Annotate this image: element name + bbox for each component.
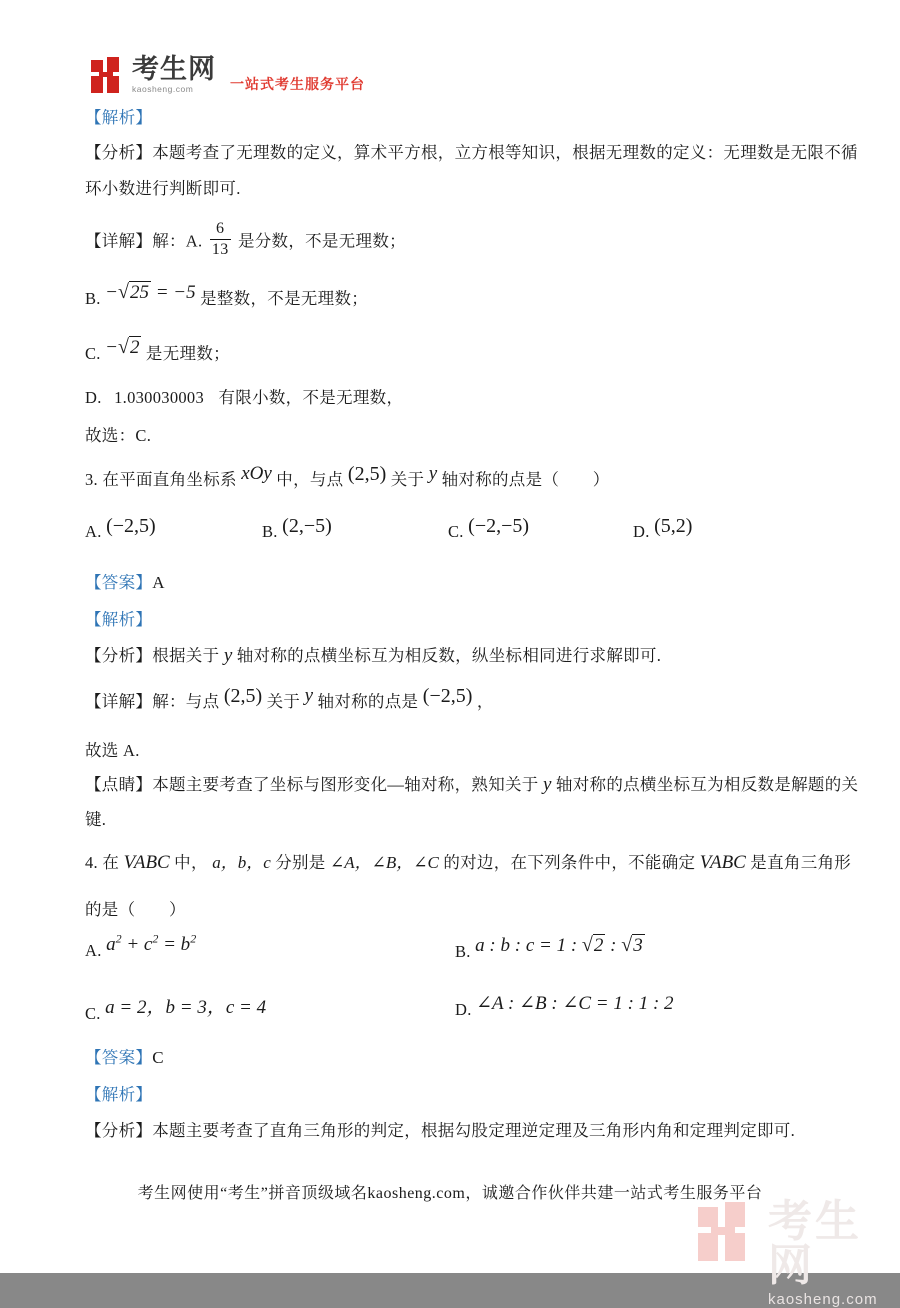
sol2-detail-prefix: 【详解】解：A. (85, 231, 203, 251)
q3-option-A (85, 515, 156, 543)
q4-option-D (455, 993, 674, 1021)
math-neg-sqrt25: −√25 = −5 (105, 281, 196, 303)
sqrt-sign: √ (118, 281, 129, 303)
sol2-b-text: 是整数，不是无理数； (200, 289, 369, 308)
point-2-5b: (2,5) (223, 685, 263, 707)
math-a2-b3-c4: a = 2，b = 3，c = 4 (105, 997, 267, 1018)
q3-stem-text4: 轴对称的点是（ ） (441, 470, 610, 489)
sol2-detail-suffix: 是分数，不是无理数； (237, 231, 406, 251)
q3-optD-label: D. (633, 522, 650, 541)
q3-jiexi-marker: 【解析】 (85, 610, 153, 629)
q4-answer-value: C (152, 1048, 164, 1067)
q3-fenxi-text2: 轴对称的点横坐标互为相反数，纵坐标相同进行求解即可. (236, 646, 662, 665)
math-ratio-sqrt: a : b : c = 1 : √2 : √3 (475, 934, 643, 956)
q4-option-A (85, 931, 197, 960)
math-angle-ratio: ∠A : ∠B : ∠C = 1 : 1 : 2 (476, 993, 674, 1014)
q4-answer-line (85, 1044, 164, 1068)
optB-label: B. (85, 289, 101, 308)
q3-detail-text1: 【详解】解：与点 (85, 692, 220, 711)
q3-dianjing-line1 (85, 771, 858, 796)
brand-tagline: 一站式考生服务平台 (230, 76, 365, 92)
q4-jiexi-marker: 【解析】 (85, 1085, 153, 1104)
sol2-analysis-line2: 环小数进行判断即可. (85, 179, 241, 198)
kaosheng-logo-icon (91, 56, 127, 96)
q4-stem-text4: 的对边，在下列条件中，不能确定 (443, 853, 696, 872)
q4-optD-label: D. (455, 1000, 472, 1019)
q4-options-row1 (85, 931, 845, 985)
sqrt-sign: √ (581, 934, 593, 956)
sol2-detail-optB (85, 281, 369, 310)
q4-stem-text1: 4. 在 (85, 853, 120, 872)
q3-stem (85, 463, 610, 491)
q3-options-row (85, 515, 845, 560)
fraction-6-13: $\frac{6}{13}$ (211, 220, 229, 258)
q3-optB-label: B. (262, 522, 278, 541)
kaosheng-watermark-icon (698, 1200, 760, 1266)
q4-options-row2 (85, 993, 845, 1043)
math-xOy: xOy (241, 463, 272, 484)
math-y-axis: y (428, 463, 438, 484)
q3-optD-value: (5,2) (654, 515, 693, 537)
q4-option-C (85, 997, 267, 1023)
optD-label: D. (85, 388, 102, 407)
logo-text-column (132, 56, 216, 94)
q3-optC-value: (−2,−5) (468, 515, 530, 537)
q3-stem-text1: 3. 在平面直角坐标系 (85, 470, 237, 489)
q3-detail-line (85, 685, 494, 713)
q4-stem-line2: 的是（ ） (85, 900, 186, 919)
sqrt-sign: √ (621, 934, 633, 956)
q3-answer-value: A (152, 573, 165, 592)
kaosheng-logo (91, 56, 365, 96)
q3-fenxi-text1: 【分析】根据关于 (85, 646, 220, 665)
q3-dj-text2: 轴对称的点横坐标互为相反数是解题的关 (555, 775, 859, 794)
q4-analysis-line: 【分析】本题主要考查了直角三角形的判定，根据勾股定理逆定理及三角形内角和定理判定即可. (85, 1121, 796, 1140)
q3-detail-text4: ， (476, 692, 494, 711)
q4-stem-text3: 分别是 (275, 853, 326, 872)
q3-answer-marker: 【答案】 (85, 573, 153, 592)
sol2-d-value: 1.030030003 (114, 388, 205, 407)
q3-stem-text3: 关于 (390, 470, 425, 489)
sqrt-sign: √ (118, 336, 129, 358)
sol2-conclusion: 故选：C. (85, 426, 152, 445)
q3-detail-text3: 轴对称的点是 (317, 692, 419, 711)
sol2-jiexi-marker: 【解析】 (85, 108, 153, 127)
q3-analysis-line (85, 642, 661, 667)
q3-option-C (448, 515, 530, 543)
brand-name: 考生网 (132, 54, 216, 84)
q4-optA-label: A. (85, 941, 102, 960)
q3-dianjing-line2: 键. (85, 810, 107, 829)
math-y2: y (304, 685, 314, 706)
q3-detail-text2: 关于 (266, 692, 301, 711)
q3-dj-text1: 【点睛】本题主要考查了坐标与图形变化—轴对称，熟知关于 (85, 775, 539, 794)
math-angles: ∠A，∠B，∠C (330, 853, 439, 872)
math-triangle-ABC2: VABC (699, 852, 746, 873)
math-a2-c2-b2: $a^2 + c^2 = b^2$ (106, 931, 197, 955)
math-y: y (223, 645, 233, 666)
math-triangle-ABC: VABC (123, 852, 170, 873)
sol2-detail-optD (85, 384, 403, 408)
q3-option-B (262, 515, 332, 543)
q4-optB-label: B. (455, 942, 471, 961)
sol2-detail-optC (85, 336, 230, 365)
sol2-c-text: 是无理数； (145, 344, 230, 363)
point-neg2-5: (−2,5) (422, 685, 473, 707)
sol2-d-text: 有限小数，不是无理数， (218, 388, 404, 407)
kaosheng-watermark (698, 1197, 900, 1308)
q4-stem-text2: 中， (174, 853, 208, 872)
math-y3: y (543, 774, 552, 795)
q3-stem-text2: 中，与点 (276, 470, 344, 489)
q4-option-B (455, 934, 645, 963)
footer-slogan: 考生网使用“考生”拼音顶级域名kaosheng.com，诚邀合作伙伴共建一站式考生服务平台 (137, 1185, 763, 1202)
brand-domain: kaosheng.com (132, 84, 194, 94)
q3-optA-label: A. (85, 522, 102, 541)
q4-stem-text5: 是直角三角形 (750, 853, 852, 872)
watermark-text-column (768, 1197, 900, 1308)
sol2-analysis-line1: 【分析】本题考查了无理数的定义，算术平方根，立方根等知识，根据无理数的定义：无理数是无限不循 (85, 143, 858, 162)
q4-answer-marker: 【答案】 (85, 1048, 153, 1067)
q4-stem-line1 (85, 848, 851, 874)
q3-optC-label: C. (448, 522, 464, 541)
math-abc-vars: a，b，c (212, 853, 271, 872)
sol2-detail-optA (85, 222, 406, 263)
q4-optC-label: C. (85, 1004, 101, 1023)
q3-conclusion: 故选 A. (85, 741, 140, 760)
watermark-brand-domain: kaosheng.com (768, 1291, 878, 1308)
q3-optA-value: (−2,5) (106, 515, 156, 537)
q3-option-D (633, 515, 693, 543)
point-2-5: (2,5) (347, 463, 387, 485)
q3-answer-line (85, 569, 165, 593)
optC-label: C. (85, 344, 101, 363)
math-neg-sqrt2: −√2 (105, 336, 140, 358)
q3-optB-value: (2,−5) (282, 515, 332, 537)
watermark-brand-name: 考生网 (768, 1197, 862, 1290)
